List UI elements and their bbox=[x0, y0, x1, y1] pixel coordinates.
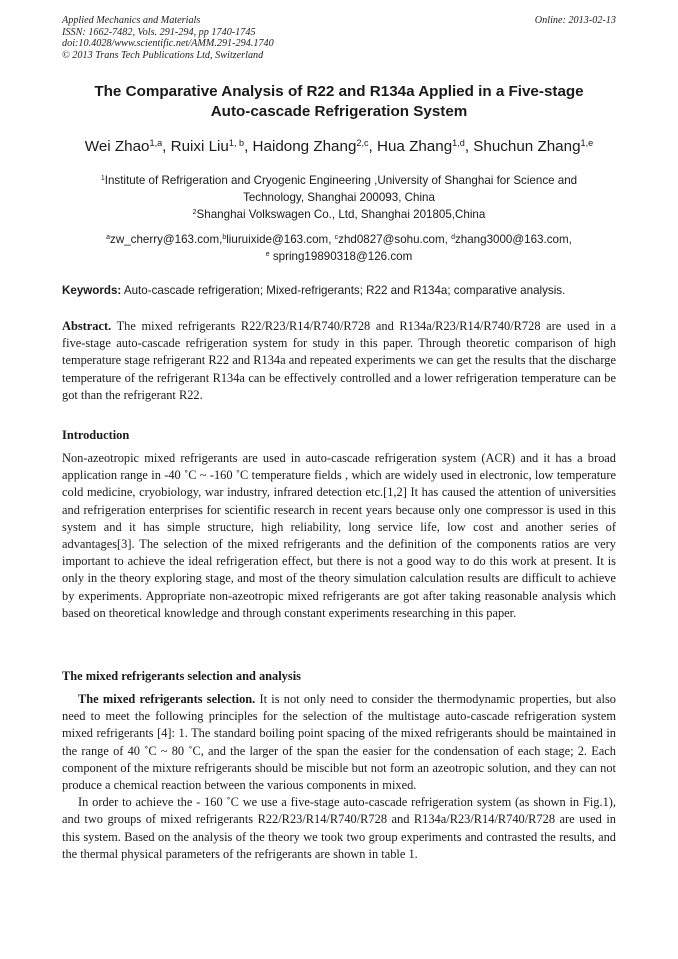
affiliations bbox=[60, 172, 618, 223]
title-line-1: The Comparative Analysis of R22 and R134a Applied in a Five-stage bbox=[94, 83, 584, 100]
online-date: Online: 2013-02-13 bbox=[534, 15, 616, 26]
journal-name: Applied Mechanics and Materials bbox=[62, 15, 201, 26]
keywords-label: Keywords: bbox=[62, 284, 122, 297]
author: Wei Zhao$^{1,a}$, bbox=[84, 137, 171, 155]
affiliation-1-cont: Technology, Shanghai 200093, China bbox=[243, 191, 435, 204]
keywords-text: Auto-cascade refrigeration; Mixed-refrigerants; R22 and R134a; comparative analysis. bbox=[121, 284, 566, 297]
paragraph-five-stage: In order to achieve the - 160 ˚C we use a five-stage auto-cascade refrigeration system (as shown in Fig.1), and two groups of mixed refrigerants R22/R23/R14/R740/R728 and R134a/R23/R14/R740/R728 are used in this system. Based on the analysis of the theory we took two group experiments and contrasted the results, and the thermal physical parameters of the refrigerants are shown in table 1. bbox=[62, 795, 616, 861]
author: Ruixi Liu$^{1, b}$, bbox=[170, 137, 253, 155]
publication-header bbox=[62, 15, 616, 61]
email-line-1: $^a$zw_cherry@163.com,$^b$liuruixide@163.com, $^c$zhd0827@sohu.com, $^d$zhang3000@163.com, bbox=[106, 233, 572, 246]
abstract bbox=[62, 318, 616, 404]
title-line-2: Auto-cascade Refrigeration System bbox=[210, 103, 468, 120]
issn-line: ISSN: 1662-7482, Vols. 291-294, pp 1740-1745 bbox=[62, 26, 256, 38]
introduction-text bbox=[62, 450, 616, 622]
author: Shuchun Zhang$^{1,e}$ bbox=[473, 137, 594, 155]
keywords bbox=[62, 282, 616, 299]
paragraph-selection: The mixed refrigerants selection. It is not only need to consider the thermodynamic properties, but also need to meet the following principles for the selection of the multistage auto-cascade refrigeration system mixed refrigerants [4]: 1. The standard boiling point spacing of the mixed refrigerants should be maintained in the range of 40 ˚C ~ 80 ˚C, and the larger of the span the easier for the condensation of each stage; 2. Each component of the mixture refrigerants should be miscible but not form an azeotropic solution, and they can not produce a chemical reaction between the various components in mixed. bbox=[62, 692, 616, 793]
section-heading-mixed-refrigerants: The mixed refrigerants selection and analysis bbox=[62, 669, 301, 683]
paper-title bbox=[40, 82, 638, 122]
author: Hua Zhang$^{1,d}$, bbox=[377, 137, 474, 155]
copyright-line: © 2013 Trans Tech Publications Ltd, Switzerland bbox=[62, 49, 264, 61]
doi-line: doi:10.4028/www.scientific.net/AMM.291-294.1740 bbox=[62, 38, 274, 50]
affiliation-1: $^1$Institute of Refrigeration and Cryogenic Engineering ,University of Shanghai for Science and bbox=[100, 174, 578, 187]
affiliation-2: $^2$Shanghai Volkswagen Co., Ltd, Shanghai 201805,China bbox=[192, 208, 486, 221]
email-line-2: $^e$ spring19890318@126.com bbox=[265, 250, 413, 263]
author-emails bbox=[40, 231, 638, 265]
author: Haidong Zhang$^{2,c}$, bbox=[252, 137, 377, 155]
mixed-refrigerants-text bbox=[62, 691, 616, 863]
introduction-paragraph: Non-azeotropic mixed refrigerants are used in auto-cascade refrigeration system (ACR) and it has a broad application range in -40 ˚C ~ -160 ˚C temperature fields , which are widely used in electronic, low temperature cold medicine, cryobiology, war industry, infrared detection etc.[1,2] It has caused the attention of universities and refrigeration enterprises for scientific research in recent years because only one compressor is used in this system and it has simple structure, high reliability, long service life, low cost and another series of advantages[3]. The selection of the mixed refrigerants and the definition of the components ratios are very important to achieve the ideal refrigeration effect, but there is not a good way to do this work at present. It is only in the theory exploring stage, and most of the theory simulation calculation results are difficult to achieve by experiments. Appropriate non-azeotropic mixed refrigerants are got after taking reasonable analysis which based on theoretical knowledge and through constant experiments researching in this paper. bbox=[62, 451, 616, 620]
abstract-label: Abstract. bbox=[62, 319, 112, 333]
abstract-text: The mixed refrigerants R22/R23/R14/R740/R728 and R134a/R23/R14/R740/R728 are used in a five-stage auto-cascade refrigeration system for study in this paper. Through theoretic comparison of high temperature stage refrigerant R22 and R134a and repeated experiments we can get the results that the discharge temperature of the refrigerant R134a can be effectively controlled and a lower refrigeration temperature can be got than the refrigerant R22. bbox=[62, 319, 616, 402]
introduction-heading: Introduction bbox=[62, 428, 130, 442]
author-list bbox=[40, 137, 638, 157]
subsection-label: The mixed refrigerants selection. bbox=[78, 692, 256, 706]
